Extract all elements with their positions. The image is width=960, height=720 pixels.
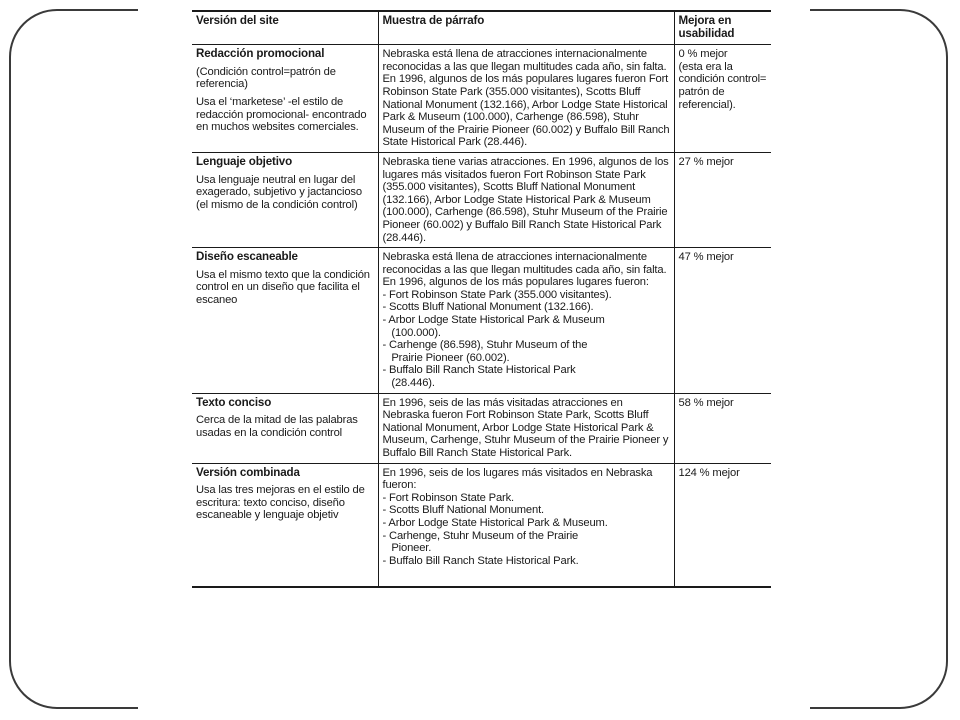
sample-paragraph-cell: Nebraska está llena de atracciones internacionalmente reconocidas a las que llegan multitudes cada año, sin falta. En 1996, algunos de los más populares lugares fueron: - Fort Robinson State Park (355.000 visitantes). - Scotts Bluff National Monument (132.166). - Arbor Lodge State Historical Park & Museum (100.000). - Carhenge (86.598), Stuhr Museum of the Prairie Pioneer (60.002). - Buffalo Bill Ranch State Historical Park (28.446). [378,248,674,394]
version-cell [192,463,378,587]
column-header-sample: Muestra de párrafo [378,11,674,45]
table-row [192,45,771,153]
version-description [196,66,374,134]
version-title: Redacción promocional [196,47,325,61]
version-cell [192,248,378,394]
scanned-page [138,0,810,720]
description-paragraph: Usa lenguaje neutral en lugar del exagerado, subjetivo y jactancioso (el mismo de la condición control) [196,173,362,211]
description-paragraph: Usa el ‘marketese’ -el estilo de redacción promocional- encontrado en muchos websites comerciales. [196,95,367,134]
sample-paragraph-cell: En 1996, seis de los lugares más visitados en Nebraska fueron: - Fort Robinson State Park. - Scotts Bluff National Monument. - Arbor Lodge State Historical Park & Museum. - Carhenge, Stuhr Museum of the Prairie Pioneer. - Buffalo Bill Ranch State Historical Park. [378,463,674,587]
column-header-version: Versión del site [192,11,378,45]
version-description [196,414,374,439]
version-cell [192,152,378,247]
usability-improvement-cell: 47 % mejor [674,248,771,394]
sample-paragraph-cell: Nebraska tiene varias atracciones. En 1996, algunos de los lugares más visitados fueron Fort Robinson State Park (355.000 visitantes), Scotts Bluff National Monument (132.166), Arbor Lodge State Historical Park & Museum (100.000), Carhenge (86.598), Stuhr Museum of the Prairie Pioneer (60.002) y Buffalo Bill Ranch State Historical Park (28.446). [378,152,674,247]
table-header-row [192,11,771,45]
version-title: Lenguaje objetivo [196,154,293,168]
table-row [192,248,771,394]
description-paragraph: (Condición control=patrón de referencia) [196,65,336,91]
description-paragraph: Usa el mismo texto que la condición control en un diseño que facilita el escaneo [196,268,370,306]
version-cell [192,45,378,153]
usability-improvement-cell: 124 % mejor [674,463,771,587]
version-description [196,174,374,212]
usability-improvement-cell: 58 % mejor [674,393,771,463]
version-cell [192,393,378,463]
version-title: Versión combinada [196,465,300,479]
usability-improvement-cell: 0 % mejor (esta era la condición control= patrón de referencial). [674,45,771,153]
usability-comparison-table [192,10,771,588]
table-row [192,152,771,247]
table-row [192,463,771,587]
description-paragraph: Usa las tres mejoras en el estilo de escritura: texto conciso, diseño escaneable y lenguaje objetiv [196,484,365,522]
description-paragraph: Cerca de la mitad de las palabras usadas en la condición control [196,414,358,439]
version-description [196,484,374,522]
column-header-improvement: Mejora en usabilidad [674,11,771,45]
table-row [192,393,771,463]
sample-paragraph-cell: En 1996, seis de las más visitadas atracciones en Nebraska fueron Fort Robinson State Park, Scotts Bluff National Monument, Arbor Lodge State Historical Park & Museum, Carhenge, Stuhr Museum of the Prairie Pioneer y Buffalo Bill Ranch State Historical Park. [378,393,674,463]
version-description [196,269,374,307]
version-title: Diseño escaneable [196,250,298,264]
usability-improvement-cell: 27 % mejor [674,152,771,247]
version-title: Texto conciso [196,395,272,409]
sample-paragraph-cell: Nebraska está llena de atracciones internacionalmente reconocidas a las que llegan multitudes cada año, sin falta. En 1996, algunos de los más populares lugares fueron Fort Robinson State Park (355.000 visitantes), Scotts Bluff National Monument (132.166), Arbor Lodge State Historical Park & Museum (100.000), Carhenge (86.598), Stuhr Museum of the Prairie Pioneer (60.002) y Buffalo Bill Ranch State Historical Park (28.446). [378,45,674,153]
